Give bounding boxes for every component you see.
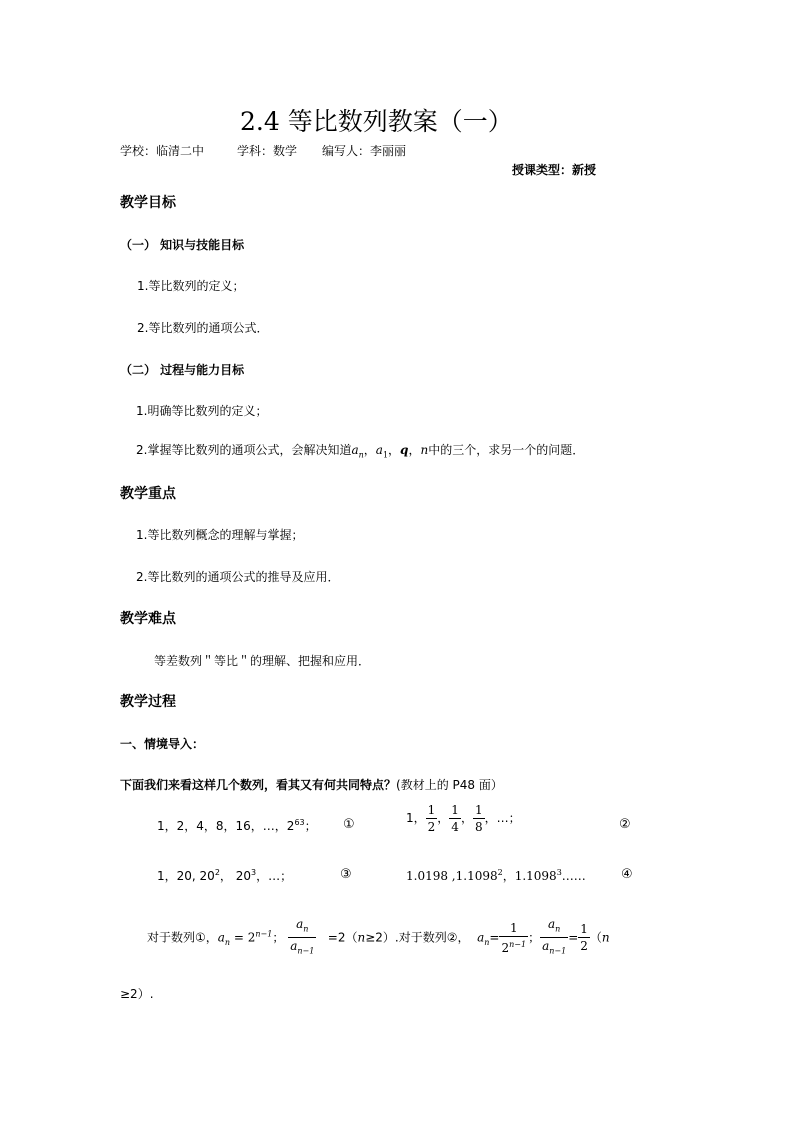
sequence-2-lead: 1，: [406, 811, 426, 825]
math-sub-n: n: [358, 450, 364, 460]
ratio-fraction-2: [540, 916, 568, 960]
fraction-denominator: [288, 937, 316, 959]
lesson-type-label: 授课类型：新授: [512, 163, 597, 177]
intro-heading: 一、情境导入：: [120, 737, 205, 751]
sequence-1: [157, 817, 317, 834]
separator: ，: [460, 811, 473, 825]
sequence-2-marker: ②: [619, 817, 631, 832]
general-term-fraction: [499, 920, 528, 956]
semicolon: ；: [528, 930, 541, 945]
goals-sub1-heading: （一） 知识与技能目标: [120, 238, 245, 252]
math-sub-n: n: [303, 924, 309, 934]
fraction-denominator: 8: [474, 820, 483, 834]
sequence-3-marker: ③: [340, 867, 352, 882]
equals-two: = 2: [230, 930, 256, 945]
separator: ，: [437, 811, 450, 825]
fraction-numerator: 1: [580, 922, 588, 937]
fraction-numerator: 1: [427, 803, 436, 817]
ratio-fraction-1: [288, 916, 316, 960]
explain-text-1: 对于数列①，: [147, 930, 218, 945]
math-a: a: [296, 917, 304, 931]
sequence-4: [406, 867, 586, 884]
intro-question: [120, 776, 503, 793]
explain-text-3: ≥2）.对于数列②，: [365, 930, 470, 945]
page-title: 2.4 等比数列教案（一）: [240, 107, 513, 136]
base-two: 2: [501, 940, 510, 955]
sequence-3-end: ，…；: [256, 869, 293, 883]
math-n: n: [420, 443, 429, 457]
exponent-n-minus-1: n−1: [509, 939, 527, 949]
question-text: 下面我们来看这样几个数列，看其又有何共同特点？: [120, 778, 397, 792]
item-lead-text: 2.掌握等比数列的通项公式，会解决知道: [136, 443, 352, 457]
math-sub-n: n: [484, 937, 490, 947]
math-a: a: [375, 443, 383, 457]
exponent: 3: [556, 868, 562, 877]
equals: =: [568, 930, 579, 945]
explanation-line: [147, 916, 610, 960]
goals-heading: 教学目标: [120, 195, 176, 211]
fraction-denominator: 2: [427, 820, 436, 834]
explain-text-2: =2（: [327, 930, 358, 945]
separator: ，: [408, 443, 421, 457]
one-half-fraction: [578, 921, 590, 954]
goals-sub2-item-2: [136, 441, 584, 459]
sequence-1-end: ；: [304, 819, 317, 833]
math-q: q: [400, 443, 409, 457]
sequence-1-marker: ①: [343, 817, 355, 832]
goals-sub2-heading: （二） 过程与能力目标: [120, 363, 245, 377]
goals-sub1-item-1: 1.等比数列的定义；: [137, 279, 245, 293]
sequence-1-exponent: 63: [294, 818, 305, 827]
fraction-numerator: [540, 916, 568, 937]
sequence-2-end: ，…；: [484, 811, 521, 825]
math-n: n: [601, 930, 610, 945]
sequence-2: [406, 802, 521, 835]
separator: ，: [388, 443, 401, 457]
fraction-denominator: 4: [451, 820, 459, 834]
process-heading: 教学过程: [120, 694, 176, 710]
semicolon: ；: [272, 930, 285, 945]
fraction-numerator: 1: [509, 920, 518, 935]
fraction-denominator: [540, 937, 568, 959]
item-tail-text: 中的三个，求另一个的问题．: [428, 443, 585, 457]
math-a: a: [547, 917, 556, 931]
sequence-4-marker: ④: [621, 867, 633, 882]
fraction-one-half: [426, 802, 438, 835]
left-paren: （: [589, 930, 602, 945]
sequence-4-end: ……: [561, 869, 586, 883]
sequence-3: [157, 867, 292, 884]
math-sub-n: n: [555, 924, 561, 934]
goals-sub1-item-2: 2.等比数列的通项公式．: [137, 321, 269, 335]
separator: ，: [363, 443, 376, 457]
difficulties-text: 等差数列＂等比＂的理解、把握和应用．: [154, 654, 371, 668]
fraction-denominator: [499, 936, 528, 956]
key-points-heading: 教学重点: [120, 486, 176, 502]
difficulties-heading: 教学难点: [120, 611, 176, 627]
fraction-one-quarter: [449, 802, 461, 835]
math-sub-n: n: [224, 937, 231, 947]
exponent-n-minus-1: n−1: [255, 929, 273, 939]
question-reference: (教材上的 P48 面）: [396, 778, 503, 792]
math-sub-1: 1: [382, 450, 389, 460]
fraction-numerator: 1: [474, 803, 483, 817]
sequence-1-terms: 1，2，4，8，16，…，2: [157, 819, 295, 833]
fraction-numerator: [288, 916, 316, 937]
explanation-continuation: ≥2）.: [120, 987, 154, 1001]
math-n: n: [357, 930, 366, 945]
key-point-item-2: 2.等比数列的通项公式的推导及应用．: [136, 570, 340, 584]
math-a: a: [217, 930, 225, 945]
goals-sub2-item-1: 1.明确等比数列的定义；: [136, 404, 268, 418]
exponent: 2: [497, 868, 503, 877]
exponent: 2: [214, 868, 220, 877]
author-label: 编写人：李丽丽: [322, 144, 407, 158]
school-label: 学校：临清二中: [120, 144, 205, 158]
math-a: a: [542, 939, 550, 954]
math-a: a: [290, 939, 298, 954]
equals: =: [489, 930, 500, 945]
fraction-denominator: 2: [580, 939, 588, 954]
sequence-3-mid: ， 20: [219, 869, 251, 883]
sequence-3-lead: 1，20, 20: [157, 869, 215, 883]
key-point-item-1: 1.等比数列概念的理解与掌握；: [136, 528, 304, 542]
fraction-numerator: 1: [451, 803, 459, 817]
subject-label: 学科：数学: [237, 144, 298, 158]
sequence-4-lead: 1.0198 ,1.1098: [406, 869, 498, 883]
sequence-4-mid: ，1.1098: [502, 869, 557, 883]
exponent: 3: [251, 868, 257, 877]
fraction-one-eighth: [473, 802, 485, 835]
math-sub-n-minus-1: n−1: [549, 946, 567, 956]
math-sub-n-minus-1: n−1: [297, 946, 315, 956]
math-a: a: [477, 930, 485, 945]
math-a: a: [351, 443, 359, 457]
